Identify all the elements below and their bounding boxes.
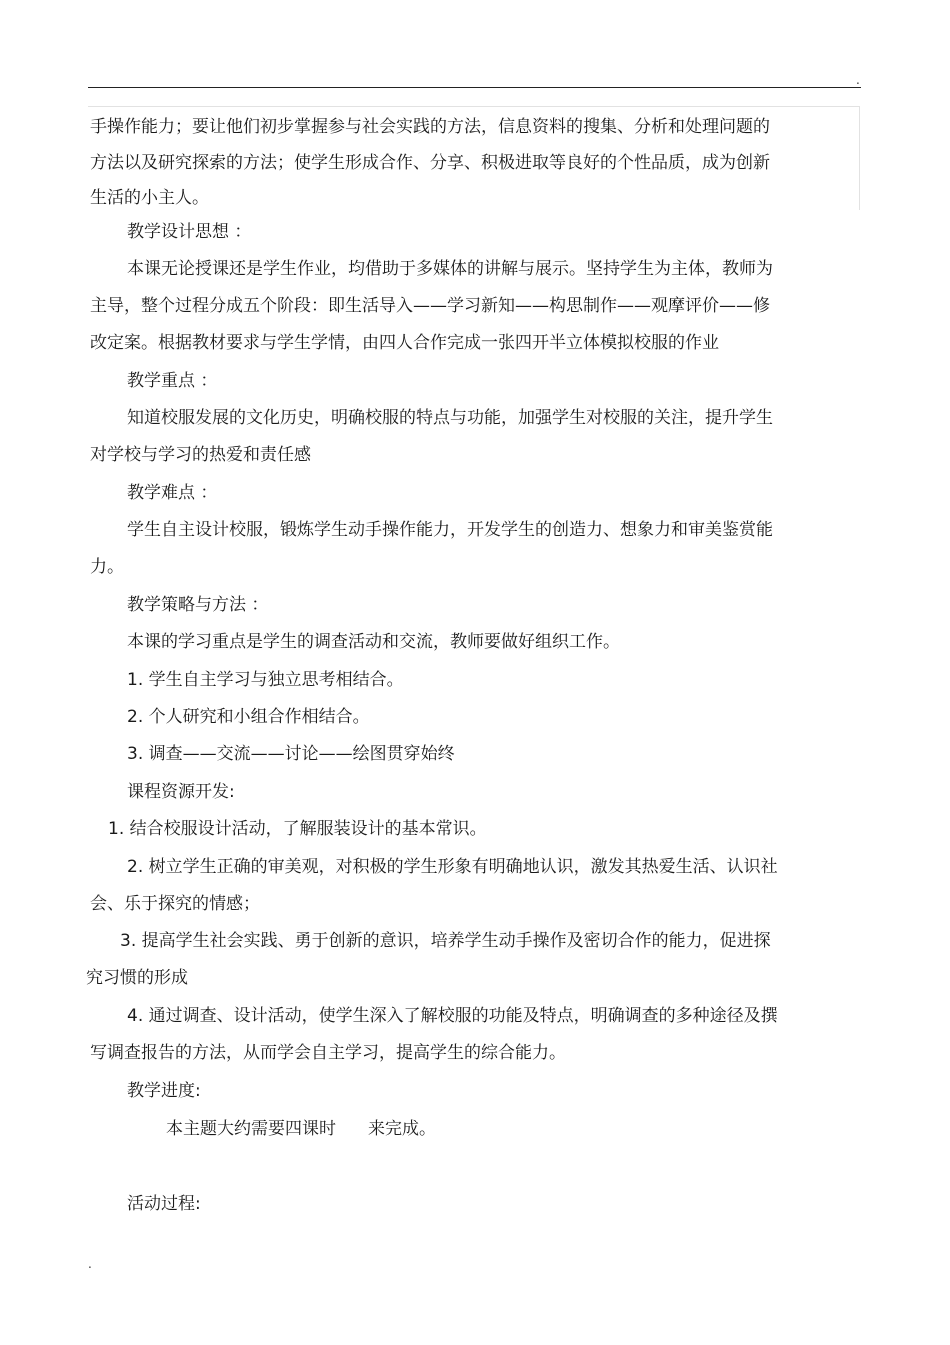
design-idea-line-3: 改定案。根据教材要求与学生学情，由四人合作完成一张四开半立体模拟校服的作业 xyxy=(90,333,719,353)
boxed-line-1: 手操作能力；要让他们初步掌握参与社会实践的方法，信息资料的搜集、分析和处理问题的 xyxy=(90,117,770,137)
difficulties-heading: 教学难点 ： xyxy=(127,483,218,503)
boxed-line-2: 方法以及研究探索的方法；使学生形成合作、分享、积极进取等良好的个性品质，成为创新 xyxy=(90,153,770,173)
key-points-heading: 教学重点 ： xyxy=(127,371,218,391)
strategy-item-2: 2. 个人研究和小组合作相结合。 xyxy=(127,707,370,727)
key-points-line-2: 对学校与学习的热爱和责任感 xyxy=(90,445,311,465)
design-idea-line-2: 主导，整个过程分成五个阶段：即生活导入——学习新知——构思制作——观摩评价——修 xyxy=(90,296,770,316)
strategy-heading: 教学策略与方法 ： xyxy=(127,595,269,615)
resources-item-3-line-1: 3. 提高学生社会实践、勇于创新的意识，培养学生动手操作及密切合作的能力，促进探 xyxy=(120,931,771,951)
footer-dot-mark: . xyxy=(88,1257,92,1271)
key-points-line-1: 知道校服发展的文化历史，明确校服的特点与功能，加强学生对校服的关注，提升学生 xyxy=(127,408,773,428)
header-dot-mark: . xyxy=(856,73,860,87)
resources-item-2-line-2: 会、乐于探究的情感； xyxy=(90,894,260,914)
design-idea-heading: 教学设计思想 ： xyxy=(127,222,252,242)
strategy-item-1: 1. 学生自主学习与独立思考相结合。 xyxy=(127,670,404,690)
schedule-heading: 教学进度: xyxy=(127,1081,201,1101)
difficulties-line-2: 力。 xyxy=(90,557,124,577)
boxed-line-3: 生活的小主人。 xyxy=(90,188,209,208)
difficulties-line-1: 学生自主设计校服，锻炼学生动手操作能力，开发学生的创造力、想象力和审美鉴赏能 xyxy=(127,520,773,540)
resources-item-1: 1. 结合校服设计活动，了解服装设计的基本常识。 xyxy=(108,819,487,839)
resources-item-4-line-2: 写调查报告的方法，从而学会自主学习，提高学生的综合能力。 xyxy=(90,1043,566,1063)
process-heading: 活动过程: xyxy=(127,1194,201,1214)
strategy-intro: 本课的学习重点是学生的调查活动和交流，教师要做好组织工作。 xyxy=(127,632,620,652)
schedule-text-a: 本主题大约需要四课时 xyxy=(166,1119,336,1139)
header-rule xyxy=(88,87,861,88)
resources-heading: 课程资源开发: xyxy=(127,782,235,802)
schedule-text-b: 来完成。 xyxy=(368,1119,436,1139)
resources-item-3-line-2: 究习惯的形成 xyxy=(86,968,188,988)
resources-item-4-line-1: 4. 通过调查、设计活动，使学生深入了解校服的功能及特点，明确调查的多种途径及撰 xyxy=(127,1006,778,1026)
design-idea-line-1: 本课无论授课还是学生作业，均借助于多媒体的讲解与展示。坚持学生为主体，教师为 xyxy=(127,259,773,279)
resources-item-2-line-1: 2. 树立学生正确的审美观，对积极的学生形象有明确地认识，激发其热爱生活、认识社 xyxy=(127,857,778,877)
strategy-item-3: 3. 调查——交流——讨论——绘图贯穿始终 xyxy=(127,744,455,764)
